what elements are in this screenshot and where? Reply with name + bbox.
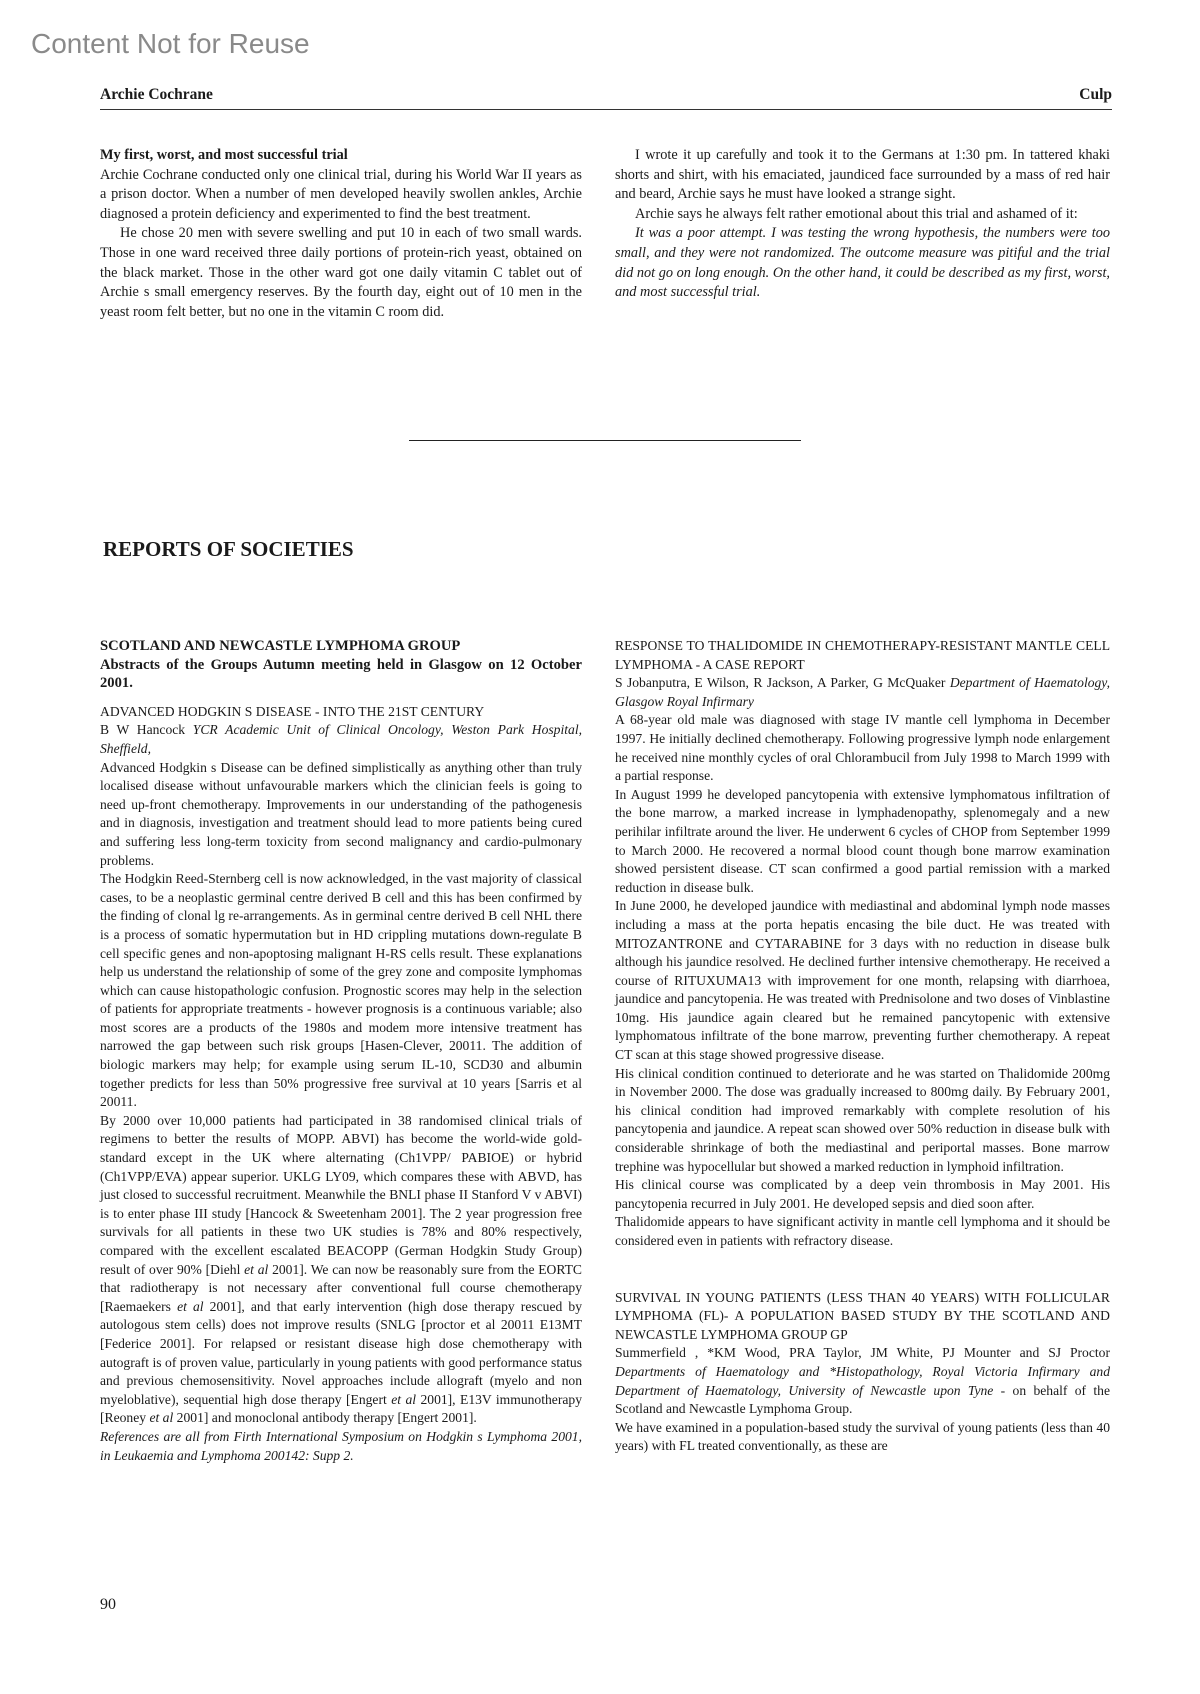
hodgkin-paragraph-3 — [100, 1112, 582, 1428]
thalidomide-paragraph-3: In June 2000, he developed jaundice with mediastinal and abdominal lymph node masses including a mass at the porta hepatis encasing the bile duct. He was treated with MITOZANTRONE and CYTARABINE for 3 days with no reduction in disease bulk although his jaundice resolved. He declined further intensive chemotherapy. He received a course of RITUXUMA13 with improvement for one month, relapsing with diarrhoea, jaundice and pancytopenia. He was treated with Prednisolone and two doses of Vinblastine 10mg. His jaundice again cleared but he remained pancytopenic with extensive lymphomatous infiltrate of the bone marrow, preventing further chemotherapy. A repeat CT scan at this stage showed progressive disease. — [615, 898, 1110, 1063]
hodgkin-p3-part-a: By 2000 over 10,000 patients had participated in 38 randomised clinical trials of regimens to better the results of MOPP. ABVI) has become the world-wide gold-standard except in the UK where alternating (Ch1VPP/ PABIOE) or hybrid (Ch1VPP/EVA) appear superior. UKLG LY09, which compares these with ABVD, has just closed to successful recruitment. Meanwhile the BNLI phase II Stanford V v ABVI) is to enter phase III study [Hancock & Sweetenham 2001]. The 2 year progression free survivals for all patients in these two UK studies is 78% and 80% respectively, compared with the excellent escalated BEACOPP (German Hodgkin Study Group) result of over 90% [Diehl — [100, 1112, 582, 1277]
survival-affiliation: Departments of Haematology and *Histopathology, Royal Victoria Infirmary and Department of Haematology, University of Newcastle upon Tyne — [615, 1363, 1110, 1398]
hodgkin-p3-part-d: 2001], E13V immunotherapy [Reoney — [100, 1391, 582, 1426]
hodgkin-affiliation: YCR Academic Unit of Clinical Oncology, Weston Park Hospital, Sheffield, — [100, 722, 582, 756]
et-al: et al — [149, 1410, 174, 1426]
survival-authors: Summerfield , *KM Wood, PRA Taylor, JM White, PJ Mounter and SJ Proctor — [615, 1345, 1110, 1361]
header-author: Archie Cochrane — [100, 86, 213, 103]
hodgkin-byline — [100, 721, 582, 758]
hodgkin-paragraph-2: The Hodgkin Reed-Sternberg cell is now acknowledged, in the vast majority of classical cases, to be a neoplastic germinal centre derived B cell and this has been confirmed by the finding of clonal lg re-arrangements. As in germinal centre derived B cell NHL there is a process of somatic hypermutation but in HD crippling mutations down-regulate B cell specific genes and non-apoptosing malignant H-RS cells result. These explanations help us understand the relationship of some of the grey zone and composite lymphomas which can cause histopathologic confusion. Prognostic scores may help in the selection of patients for appropriate treatments - however prognosis is a continuous variable; also most scores are a products of the 1980s and modem more intensive treatment has narrowed the gap between such risk groups [Hasen-Clever, 20011. The addition of biologic markers may help; for example using serum IL-10, SCD30 and albumin together predicts for less than 50% progressive free survival at 10 years [Sarris et al 20011. — [100, 871, 582, 1110]
running-header — [100, 86, 1112, 104]
survival-paragraph-1: We have examined in a population-based study the survival of young patients (less than 40 years) with FL treated conventionally, as these are — [615, 1419, 1110, 1454]
hodgkin-p3-part-c: 2001], and that early intervention (high dose therapy rescued by autologous stem cells) does not improve results (SNLG [proctor et al 20011 E13MT [Federice 2001]. For relapsed or resistant disease high dose chemotherapy with autograft is of proven value, particularly in young patients with good performance status and previous chemosensitivity. Novel approaches include allograft (myelo and non myeloblative), sequential high dose therapy [Engert — [100, 1298, 582, 1407]
survival-byline — [615, 1344, 1110, 1418]
header-right: Culp — [1079, 86, 1112, 103]
survival-title: SURVIVAL IN YOUNG PATIENTS (LESS THAN 40 YEARS) WITH FOLLICULAR LYMPHOMA (FL)- A POPULATION BASED STUDY BY THE SCOTLAND AND NEWCASTLE LYMPHOMA GROUP GP — [615, 1289, 1110, 1342]
group-title: SCOTLAND AND NEWCASTLE LYMPHOMA GROUP — [100, 638, 461, 654]
et-al: et al — [391, 1391, 417, 1407]
survival-suffix: - on behalf of the Scotland and Newcastle Lymphoma Group. — [615, 1382, 1110, 1417]
page-number: 90 — [100, 1596, 116, 1613]
thalidomide-paragraph-4: His clinical condition continued to deteriorate and he was started on Thalidomide 200mg in November 2000. The dose was gradually increased to 800mg daily. By February 2001, his clinical condition had improved remarkably with complete resolution of his pancytopenia and jaundice. A repeat scan showed over 50% reduction in disease bulk with considerable shrinkage of both the mediastinal and periportal masses. Bone marrow trephine was hypocellular but showed a marked reduction in lymphoid infiltration. — [615, 1065, 1110, 1174]
cochrane-title: My first, worst, and most successful trial — [100, 147, 348, 163]
cochrane-paragraph-3: I wrote it up carefully and took it to the Germans at 1:30 pm. In tattered khaki shorts and shirt, with his emaciated, jaundiced face surrounded by a mass of red hair and beard, Archie says he must have looked a strange sight. — [615, 147, 1110, 203]
cochrane-paragraph-1: Archie Cochrane conducted only one clinical trial, during his World War II years as a prison doctor. When a number of men developed heavily swollen ankles, Archie diagnosed a protein deficiency and experimented to find the best treatment. — [100, 166, 582, 222]
thalidomide-paragraph-1: A 68-year old male was diagnosed with stage IV mantle cell lymphoma in December 1997. He initially declined chemotherapy. Following progressive lymph node enlargement he received nine monthly cycles of oral Chlorambucil from July 1998 to March 1999 with a partial response. — [615, 712, 1110, 784]
watermark: Content Not for Reuse — [31, 28, 310, 59]
thalidomide-authors: S Jobanputra, E Wilson, R Jackson, A Parker, G McQuaker — [615, 675, 946, 691]
hodgkin-p3-part-b: 2001]. We can now be reasonably sure from the EORTC that radiotherapy is not necessary after conventional full course chemotherapy [Raemaekers — [100, 1261, 582, 1314]
thalidomide-paragraph-5: His clinical course was complicated by a deep vein thrombosis in May 2001. His pancytopenia recurred in July 2001. He developed sepsis and died soon after. — [615, 1177, 1110, 1211]
hodgkin-author: B W Hancock — [100, 722, 186, 738]
cochrane-quote: It was a poor attempt. I was testing the wrong hypothesis, the numbers were too small, and they were not randomized. The outcome measure was pitiful and the trial did not go on long enough. On the other hand, it could be described as my first, worst, and most successful trial. — [615, 225, 1110, 301]
section-title: REPORTS OF SOCIETIES — [103, 537, 354, 561]
thalidomide-affiliation: Department of Haematology, Glasgow Royal Infirmary — [615, 675, 1110, 709]
hodgkin-references: References are all from Firth International Symposium on Hodgkin s Lymphoma 2001, in Leukaemia and Lymphoma 200142: Supp 2. — [100, 1428, 582, 1463]
et-al: et al — [244, 1261, 269, 1277]
cochrane-paragraph-4: Archie says he always felt rather emotional about this trial and ashamed of it: — [635, 205, 1078, 222]
cochrane-column — [100, 146, 582, 322]
hodgkin-p3-part-e: 2001] and monoclonal antibody therapy [Engert 2001]. — [176, 1410, 477, 1426]
thalidomide-paragraph-6: Thalidomide appears to have significant activity in mantle cell lymphoma and it should be considered even in patients with refractory disease. — [615, 1214, 1110, 1248]
cochrane-column-2 — [615, 146, 1110, 303]
thalidomide-byline — [615, 674, 1110, 711]
et-al: et al — [177, 1298, 204, 1314]
group-subtitle: Abstracts of the Groups Autumn meeting held in Glasgow on 12 October 2001. — [100, 656, 582, 692]
hodgkin-paragraph-1: Advanced Hodgkin s Disease can be defined simplistically as anything other than truly localised disease without unfavourable markers which the clinician feels is going to need up-front chemotherapy. Improvements in our understanding of the pathogenesis and in diagnosis, investigation and treatment should lead to more patients being cured and suffering less long-term toxicity from second malignancy and cardio-pulmonary problems. — [100, 759, 582, 868]
thalidomide-paragraph-2: In August 1999 he developed pancytopenia with extensive lymphomatous infiltration of the bone marrow, a marked increase in lymphadenopathy, splenomegaly and a new perihilar infiltrate around the liver. He underwent 6 cycles of CHOP from September 1999 to March 2000. He recovered a normal blood count though bone marrow examination showed persistent disease. CT scan confirmed a good partial remission with a marked reduction in disease bulk. — [615, 786, 1110, 895]
header-rule — [100, 109, 1112, 110]
hodgkin-title: ADVANCED HODGKIN S DISEASE - INTO THE 21ST CENTURY — [100, 703, 485, 719]
right-abstract-column — [615, 637, 1110, 1456]
thalidomide-title: RESPONSE TO THALIDOMIDE IN CHEMOTHERAPY-RESISTANT MANTLE CELL LYMPHOMA - A CASE REPORT — [615, 638, 1110, 672]
section-separator — [409, 440, 801, 441]
left-abstract-column — [100, 637, 582, 1465]
cochrane-paragraph-2: He chose 20 men with severe swelling and put 10 in each of two small wards. Those in one ward received three daily portions of protein-rich yeast, obtained on the black market. Those in the other ward got one daily vitamin C tablet out of Archie s small emergency reserves. By the fourth day, eight out of 10 men in the yeast room felt better, but no one in the vitamin C room did. — [100, 225, 582, 320]
